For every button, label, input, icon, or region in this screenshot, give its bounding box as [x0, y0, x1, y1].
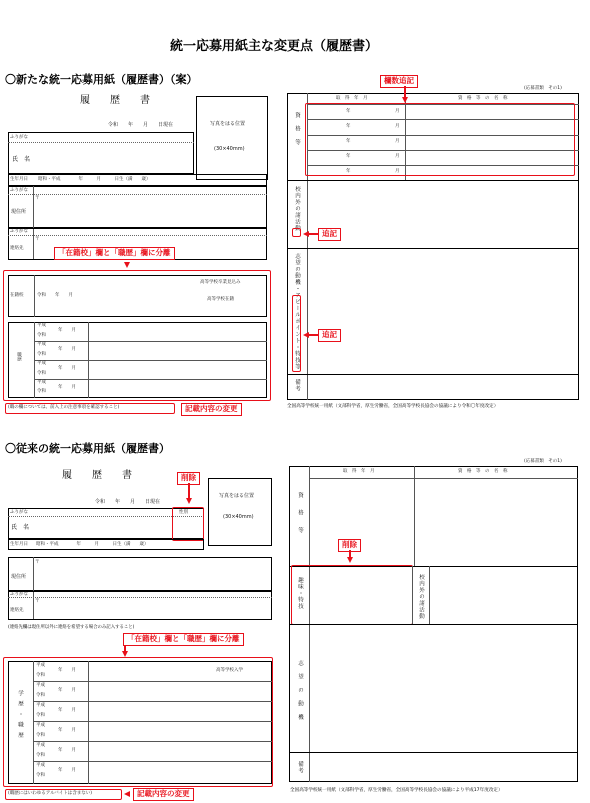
old-section-heading: 〇従来の統一応募用紙（履歴書）: [5, 442, 170, 455]
new-school-date: 令和 年 月: [37, 293, 73, 298]
old-contact-box: [8, 591, 272, 620]
old-photo-box: [208, 478, 272, 546]
new-m2: 月: [395, 124, 400, 129]
old-activity-label: 校内外の諸活動: [418, 574, 424, 620]
new-photo-line1: 写真をはる位置: [210, 121, 246, 127]
old-address-box: [8, 557, 272, 591]
old-hist-ym-2: 年 月: [58, 688, 76, 693]
new-address-box: [8, 186, 267, 228]
new-right-header: (応募書類 その1): [524, 86, 562, 91]
new-changed-tag: 記載内容の変更: [181, 403, 242, 416]
old-right-delete-tag: 削除: [338, 539, 361, 552]
new-qual-label: 資格等: [294, 112, 300, 153]
new-work-era-4a: 平成: [37, 380, 46, 385]
old-hist-ym-3: 年 月: [58, 708, 76, 713]
new-footnote: (職の欄については、前入上の注意事項を確認すること): [8, 405, 120, 410]
new-furigana3: ふりがな: [10, 229, 28, 234]
new-personal-box: [8, 132, 194, 174]
old-birth-label: 生年月日: [10, 542, 28, 547]
old-hist-ym-1: 年 月: [58, 668, 76, 673]
old-hs-entered: 高等学校入学: [216, 668, 243, 673]
new-postal: 〒: [35, 196, 40, 201]
old-footnote: (職歴にはいわゆるアルバイトは含まない): [8, 791, 93, 796]
new-remarks-label: 備考: [294, 379, 300, 392]
old-form-title: 履 歴 書: [62, 470, 132, 481]
old-hist-era-3b: 令和: [36, 713, 45, 718]
new-postal2: 〒: [35, 237, 40, 242]
old-changed-tag: 記載内容の変更: [133, 788, 194, 801]
new-work-era-2a: 平成: [37, 342, 46, 347]
new-school-label: 在籍校: [10, 293, 24, 298]
new-y2: 年: [346, 124, 351, 129]
new-motive-label: 志望の動機・アピールポイント・特技等: [294, 253, 300, 370]
old-photo-line2: (30×40mm): [223, 514, 254, 520]
old-date-line: 令和 年 月 日現在: [95, 499, 161, 505]
new-name-label: 氏 名: [12, 156, 31, 163]
old-address-label: 現住所: [11, 574, 27, 580]
old-hist-ym-4: 年 月: [58, 728, 76, 733]
old-remarks-label: 備考: [297, 761, 303, 774]
old-postal: 〒: [35, 560, 40, 565]
old-furigana2: ふりがな: [10, 592, 28, 597]
old-right-footer: 全国高等学校統一用紙（文部科学省，厚生労働省，全国高等学校長協会の協議により平成17年度改定）: [290, 788, 503, 793]
old-name-label: 氏 名: [11, 524, 30, 531]
new-birth-label: 生年月日: [10, 177, 28, 182]
new-work-ym-4: 年 月: [58, 385, 76, 390]
old-hist-era-5a: 平成: [36, 743, 45, 748]
new-add-tag-2: 追記: [318, 329, 341, 342]
old-hobby-label: 趣味・特技: [297, 577, 303, 610]
old-right-header: (応募書類 その1): [524, 459, 562, 464]
new-photo-line2: (30×40mm): [214, 146, 245, 152]
new-section-heading: 〇新たな統一応募用紙（履歴書）（案）: [5, 73, 198, 86]
new-m4: 月: [395, 154, 400, 159]
new-activity-highlight: [292, 228, 301, 237]
old-hist-ym-6: 年 月: [58, 768, 76, 773]
old-col-name: 資 格 等 の 名 称: [458, 469, 508, 474]
old-hist-era-3a: 平成: [36, 703, 45, 708]
new-y1: 年: [346, 109, 351, 114]
old-hist-era-1b: 令和: [36, 673, 45, 678]
new-furigana2: ふりがな: [10, 188, 28, 193]
new-work-era-4b: 令和: [37, 389, 46, 394]
old-hist-era-1a: 平成: [36, 663, 45, 668]
new-form-title: 履 歴 書: [80, 95, 150, 106]
old-postal2: 〒: [35, 599, 40, 604]
new-m3: 月: [395, 139, 400, 144]
old-hist-era-4b: 令和: [36, 733, 45, 738]
new-col-year: 取 得 年 月: [336, 96, 368, 101]
old-history-box: [8, 661, 272, 784]
old-hist-era-2a: 平成: [36, 683, 45, 688]
old-contact-label: 連絡先: [10, 608, 24, 613]
new-y4: 年: [346, 154, 351, 159]
new-m5: 月: [395, 169, 400, 174]
old-photo-line1: 写真をはる位置: [219, 493, 255, 499]
new-birth-value: 昭和・平成 年 月 日生（満 歳）: [38, 177, 151, 182]
new-address-label: 現住所: [11, 209, 27, 215]
new-work-ym-3: 年 月: [58, 366, 76, 371]
new-motive-highlight: [292, 295, 301, 372]
old-hist-era-5b: 令和: [36, 753, 45, 758]
new-work-era-1b: 令和: [37, 333, 46, 338]
new-work-era-3a: 平成: [37, 361, 46, 366]
new-photo-box: [196, 96, 268, 180]
new-y3: 年: [346, 139, 351, 144]
new-y5: 年: [346, 169, 351, 174]
new-contact-label: 連絡先: [10, 246, 24, 251]
new-row-add-tag: 欄数追記: [380, 75, 418, 88]
new-work-ym-1: 年 月: [58, 328, 76, 333]
old-hist-era-4a: 平成: [36, 723, 45, 728]
old-gender: 性別: [179, 510, 188, 515]
new-split-tag: 「在籍校」欄と「職歴」欄に分離: [54, 247, 175, 260]
old-hist-era-2b: 令和: [36, 693, 45, 698]
old-delete-tag: 削除: [177, 472, 200, 485]
page-title: 統一応募用紙主な変更点（履歴書）: [170, 39, 379, 54]
new-right-footer: 全国高等学校統一用紙（文部科学省，厚生労働省，全国高等学校長協会の協議により令和〇年度改定）: [287, 404, 499, 409]
new-m1: 月: [395, 109, 400, 114]
old-hist-era-6b: 令和: [36, 773, 45, 778]
new-date-line: 令和 年 月 日現在: [108, 122, 174, 128]
old-col-year: 取 得 年 月: [343, 469, 375, 474]
old-hobby-highlight: [291, 565, 413, 625]
new-qual-rows-highlight: [305, 103, 575, 176]
old-gender-highlight: [172, 507, 204, 541]
new-work-era-3b: 令和: [37, 371, 46, 376]
old-hist-ym-5: 年 月: [58, 748, 76, 753]
old-motive-label: 志望の動機: [297, 660, 303, 728]
new-furigana: ふりがな: [10, 135, 28, 140]
old-qual-label: 資格等: [297, 492, 303, 545]
new-add-tag: 追記: [318, 228, 341, 241]
old-contact-note: (連絡先欄は現住所以外に連絡を希望する場合のみ記入すること): [8, 625, 135, 630]
new-work-ym-2: 年 月: [58, 347, 76, 352]
new-work-era-1a: 平成: [37, 323, 46, 328]
old-hist-era-6a: 平成: [36, 763, 45, 768]
new-school-enrolled: 高等学校在籍: [207, 297, 234, 302]
new-col-name: 資 格 等 の 名 称: [458, 96, 508, 101]
new-activity-label: 校内外の諸活動: [294, 186, 300, 232]
new-work-label: 職歴: [16, 352, 22, 361]
new-work-era-2b: 令和: [37, 352, 46, 357]
old-furigana: ふりがな: [10, 510, 28, 515]
old-history-label: 学歴・職歴: [17, 690, 23, 743]
old-birth-value: 昭和・平成 年 月 日生（満 歳）: [36, 542, 149, 547]
old-split-tag: 「在籍校」欄と「職歴」欄に分離: [123, 633, 244, 646]
new-split-arrow: [124, 262, 130, 268]
new-school-expected: 高等学校卒業見込み: [200, 280, 241, 285]
